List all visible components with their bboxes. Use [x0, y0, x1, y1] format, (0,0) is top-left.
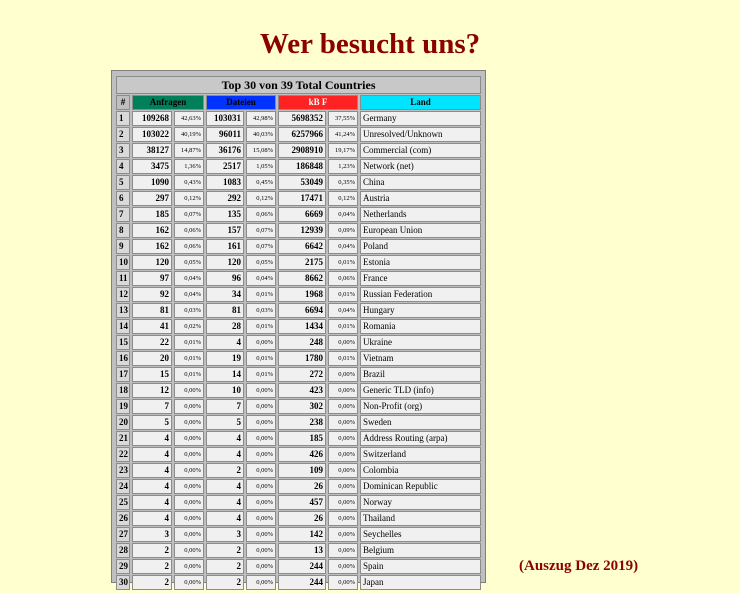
row-number: 27: [116, 527, 130, 542]
requests-value: 2: [132, 559, 172, 574]
kb-percent: 0,00%: [328, 511, 358, 526]
files-percent: 0,12%: [246, 191, 276, 206]
page-title: Wer besucht uns?: [259, 28, 481, 60]
row-number: 7: [116, 207, 130, 222]
kb-percent: 41,24%: [328, 127, 358, 142]
country-name: China: [360, 175, 481, 190]
table-row: [116, 335, 481, 350]
kb-value: 1968: [278, 287, 326, 302]
kb-value: 109: [278, 463, 326, 478]
row-number: 10: [116, 255, 130, 270]
kb-value: 244: [278, 575, 326, 590]
kb-value: 6642: [278, 239, 326, 254]
kb-value: 8662: [278, 271, 326, 286]
kb-percent: 1,23%: [328, 159, 358, 174]
country-name: Norway: [360, 495, 481, 510]
kb-percent: 0,00%: [328, 367, 358, 382]
kb-value: 2908910: [278, 143, 326, 158]
country-name: Romania: [360, 319, 481, 334]
kb-percent: 0,00%: [328, 559, 358, 574]
requests-value: 103022: [132, 127, 172, 142]
files-value: 81: [206, 303, 244, 318]
files-value: 292: [206, 191, 244, 206]
files-value: 5: [206, 415, 244, 430]
requests-percent: 14,87%: [174, 143, 204, 158]
table-row: [116, 255, 481, 270]
country-name: Switzerland: [360, 447, 481, 462]
kb-percent: 0,00%: [328, 447, 358, 462]
requests-percent: 0,00%: [174, 463, 204, 478]
kb-value: 302: [278, 399, 326, 414]
files-percent: 0,45%: [246, 175, 276, 190]
files-value: 4: [206, 479, 244, 494]
kb-percent: 0,01%: [328, 255, 358, 270]
files-percent: 0,00%: [246, 431, 276, 446]
requests-percent: 0,00%: [174, 575, 204, 590]
country-name: Austria: [360, 191, 481, 206]
country-name: Belgium: [360, 543, 481, 558]
kb-percent: 37,55%: [328, 111, 358, 126]
requests-percent: 0,01%: [174, 351, 204, 366]
table-row: [116, 447, 481, 462]
row-number: 11: [116, 271, 130, 286]
header-requests: Anfragen: [132, 95, 204, 110]
files-percent: 0,01%: [246, 319, 276, 334]
country-name: Brazil: [360, 367, 481, 382]
row-number: 9: [116, 239, 130, 254]
files-percent: 0,07%: [246, 223, 276, 238]
country-stats-table: [114, 75, 483, 591]
country-name: Japan: [360, 575, 481, 590]
requests-percent: 0,00%: [174, 399, 204, 414]
files-percent: 0,00%: [246, 479, 276, 494]
table-row: [116, 575, 481, 590]
table-row: [116, 543, 481, 558]
files-value: 96: [206, 271, 244, 286]
row-number: 19: [116, 399, 130, 414]
table-row: [116, 415, 481, 430]
table-row: [116, 303, 481, 318]
files-value: 34: [206, 287, 244, 302]
files-percent: 15,08%: [246, 143, 276, 158]
country-name: Hungary: [360, 303, 481, 318]
requests-percent: 0,00%: [174, 527, 204, 542]
table-header-row: [116, 95, 481, 110]
country-name: Commercial (com): [360, 143, 481, 158]
requests-percent: 0,00%: [174, 415, 204, 430]
files-percent: 42,98%: [246, 111, 276, 126]
files-value: 2: [206, 575, 244, 590]
table-row: [116, 463, 481, 478]
requests-value: 4: [132, 479, 172, 494]
kb-value: 248: [278, 335, 326, 350]
kb-percent: 0,00%: [328, 399, 358, 414]
country-stats-panel: [111, 70, 486, 587]
kb-percent: 0,04%: [328, 303, 358, 318]
files-percent: 0,01%: [246, 367, 276, 382]
requests-value: 15: [132, 367, 172, 382]
files-percent: 1,05%: [246, 159, 276, 174]
country-name: Germany: [360, 111, 481, 126]
country-name: Poland: [360, 239, 481, 254]
country-name: Non-Profit (org): [360, 399, 481, 414]
kb-percent: 0,00%: [328, 431, 358, 446]
table-row: [116, 351, 481, 366]
requests-percent: 42,63%: [174, 111, 204, 126]
row-number: 14: [116, 319, 130, 334]
country-name: Network (net): [360, 159, 481, 174]
files-value: 2: [206, 463, 244, 478]
header-country: Land: [360, 95, 481, 110]
files-percent: 0,03%: [246, 303, 276, 318]
excerpt-note: (Auszug Dez 2019): [519, 558, 639, 574]
requests-value: 12: [132, 383, 172, 398]
requests-value: 92: [132, 287, 172, 302]
requests-value: 4: [132, 447, 172, 462]
table-row: [116, 527, 481, 542]
table-caption-row: [116, 76, 481, 94]
kb-percent: 0,12%: [328, 191, 358, 206]
kb-value: 2175: [278, 255, 326, 270]
kb-value: 53049: [278, 175, 326, 190]
files-value: 96011: [206, 127, 244, 142]
requests-value: 4: [132, 463, 172, 478]
kb-percent: 0,00%: [328, 479, 358, 494]
row-number: 12: [116, 287, 130, 302]
row-number: 22: [116, 447, 130, 462]
files-value: 7: [206, 399, 244, 414]
requests-value: 120: [132, 255, 172, 270]
kb-percent: 0,00%: [328, 575, 358, 590]
files-percent: 0,00%: [246, 335, 276, 350]
requests-percent: 0,07%: [174, 207, 204, 222]
kb-percent: 0,00%: [328, 383, 358, 398]
files-value: 4: [206, 495, 244, 510]
country-name: Ukraine: [360, 335, 481, 350]
country-name: Sweden: [360, 415, 481, 430]
country-name: Netherlands: [360, 207, 481, 222]
row-number: 16: [116, 351, 130, 366]
kb-percent: 0,00%: [328, 527, 358, 542]
country-name: Colombia: [360, 463, 481, 478]
kb-percent: 0,00%: [328, 463, 358, 478]
row-number: 30: [116, 575, 130, 590]
kb-value: 457: [278, 495, 326, 510]
row-number: 29: [116, 559, 130, 574]
files-value: 10: [206, 383, 244, 398]
kb-percent: 0,01%: [328, 287, 358, 302]
table-row: [116, 207, 481, 222]
table-row: [116, 367, 481, 382]
files-value: 4: [206, 447, 244, 462]
requests-value: 5: [132, 415, 172, 430]
files-percent: 0,00%: [246, 527, 276, 542]
kb-percent: 0,00%: [328, 335, 358, 350]
requests-value: 4: [132, 511, 172, 526]
requests-value: 162: [132, 223, 172, 238]
table-row: [116, 479, 481, 494]
kb-value: 244: [278, 559, 326, 574]
files-percent: 0,00%: [246, 383, 276, 398]
kb-percent: 0,00%: [328, 495, 358, 510]
country-name: Unresolved/Unknown: [360, 127, 481, 142]
requests-value: 109268: [132, 111, 172, 126]
kb-value: 6694: [278, 303, 326, 318]
header-files: Dateien: [206, 95, 276, 110]
files-value: 3: [206, 527, 244, 542]
country-name: European Union: [360, 223, 481, 238]
row-number: 8: [116, 223, 130, 238]
country-name: Dominican Republic: [360, 479, 481, 494]
kb-value: 26: [278, 479, 326, 494]
kb-percent: 0,00%: [328, 415, 358, 430]
country-name: Vietnam: [360, 351, 481, 366]
files-percent: 0,06%: [246, 207, 276, 222]
requests-percent: 0,00%: [174, 383, 204, 398]
requests-percent: 0,06%: [174, 223, 204, 238]
table-row: [116, 399, 481, 414]
table-row: [116, 287, 481, 302]
row-number: 28: [116, 543, 130, 558]
requests-percent: 0,00%: [174, 511, 204, 526]
files-percent: 0,01%: [246, 351, 276, 366]
row-number: 18: [116, 383, 130, 398]
country-name: Generic TLD (info): [360, 383, 481, 398]
table-row: [116, 223, 481, 238]
requests-value: 22: [132, 335, 172, 350]
row-number: 23: [116, 463, 130, 478]
requests-value: 4: [132, 495, 172, 510]
header-kb: kB F: [278, 95, 358, 110]
requests-value: 41: [132, 319, 172, 334]
kb-value: 17471: [278, 191, 326, 206]
kb-value: 5698352: [278, 111, 326, 126]
row-number: 17: [116, 367, 130, 382]
requests-value: 81: [132, 303, 172, 318]
table-row: [116, 159, 481, 174]
files-value: 36176: [206, 143, 244, 158]
files-percent: 0,00%: [246, 495, 276, 510]
kb-value: 238: [278, 415, 326, 430]
files-value: 2: [206, 559, 244, 574]
table-row: [116, 127, 481, 142]
table-row: [116, 431, 481, 446]
requests-value: 162: [132, 239, 172, 254]
files-value: 103031: [206, 111, 244, 126]
kb-value: 6669: [278, 207, 326, 222]
table-row: [116, 383, 481, 398]
requests-value: 97: [132, 271, 172, 286]
kb-value: 1780: [278, 351, 326, 366]
requests-value: 2: [132, 543, 172, 558]
files-value: 161: [206, 239, 244, 254]
table-row: [116, 239, 481, 254]
requests-percent: 0,00%: [174, 447, 204, 462]
row-number: 21: [116, 431, 130, 446]
country-name: Thailand: [360, 511, 481, 526]
files-percent: 40,03%: [246, 127, 276, 142]
kb-value: 426: [278, 447, 326, 462]
table-row: [116, 495, 481, 510]
table-row: [116, 175, 481, 190]
country-name: Russian Federation: [360, 287, 481, 302]
table-row: [116, 191, 481, 206]
requests-percent: 40,19%: [174, 127, 204, 142]
requests-percent: 0,01%: [174, 367, 204, 382]
requests-percent: 0,00%: [174, 559, 204, 574]
requests-percent: 0,12%: [174, 191, 204, 206]
files-percent: 0,00%: [246, 543, 276, 558]
kb-percent: 0,01%: [328, 319, 358, 334]
row-number: 20: [116, 415, 130, 430]
kb-value: 1434: [278, 319, 326, 334]
row-number: 4: [116, 159, 130, 174]
files-percent: 0,00%: [246, 511, 276, 526]
country-name: France: [360, 271, 481, 286]
kb-percent: 0,01%: [328, 351, 358, 366]
files-value: 19: [206, 351, 244, 366]
table-row: [116, 271, 481, 286]
files-value: 1083: [206, 175, 244, 190]
files-percent: 0,04%: [246, 271, 276, 286]
requests-percent: 0,43%: [174, 175, 204, 190]
files-value: 28: [206, 319, 244, 334]
kb-value: 26: [278, 511, 326, 526]
requests-value: 20: [132, 351, 172, 366]
requests-percent: 0,00%: [174, 543, 204, 558]
requests-percent: 0,01%: [174, 335, 204, 350]
files-value: 120: [206, 255, 244, 270]
kb-value: 142: [278, 527, 326, 542]
row-number: 26: [116, 511, 130, 526]
requests-value: 3: [132, 527, 172, 542]
kb-percent: 0,04%: [328, 207, 358, 222]
requests-value: 297: [132, 191, 172, 206]
files-percent: 0,05%: [246, 255, 276, 270]
requests-percent: 0,00%: [174, 431, 204, 446]
kb-percent: 19,17%: [328, 143, 358, 158]
files-percent: 0,00%: [246, 415, 276, 430]
table-row: [116, 559, 481, 574]
table-row: [116, 111, 481, 126]
files-value: 2: [206, 543, 244, 558]
kb-value: 186848: [278, 159, 326, 174]
kb-value: 423: [278, 383, 326, 398]
files-value: 135: [206, 207, 244, 222]
files-value: 157: [206, 223, 244, 238]
requests-percent: 0,02%: [174, 319, 204, 334]
requests-percent: 0,03%: [174, 303, 204, 318]
country-name: Estonia: [360, 255, 481, 270]
files-value: 4: [206, 335, 244, 350]
row-number: 25: [116, 495, 130, 510]
files-percent: 0,00%: [246, 575, 276, 590]
requests-value: 38127: [132, 143, 172, 158]
row-number: 3: [116, 143, 130, 158]
kb-percent: 0,06%: [328, 271, 358, 286]
files-value: 4: [206, 431, 244, 446]
kb-value: 6257966: [278, 127, 326, 142]
files-percent: 0,00%: [246, 447, 276, 462]
requests-value: 7: [132, 399, 172, 414]
requests-value: 1090: [132, 175, 172, 190]
requests-percent: 0,04%: [174, 287, 204, 302]
row-number: 6: [116, 191, 130, 206]
files-percent: 0,00%: [246, 463, 276, 478]
requests-percent: 1,36%: [174, 159, 204, 174]
kb-percent: 0,09%: [328, 223, 358, 238]
row-number: 15: [116, 335, 130, 350]
row-number: 24: [116, 479, 130, 494]
requests-value: 185: [132, 207, 172, 222]
files-value: 4: [206, 511, 244, 526]
country-name: Seychelles: [360, 527, 481, 542]
row-number: 1: [116, 111, 130, 126]
files-percent: 0,00%: [246, 399, 276, 414]
table-row: [116, 511, 481, 526]
requests-percent: 0,00%: [174, 479, 204, 494]
kb-percent: 0,04%: [328, 239, 358, 254]
table-body: [116, 111, 481, 590]
requests-percent: 0,06%: [174, 239, 204, 254]
requests-value: 3475: [132, 159, 172, 174]
files-percent: 0,00%: [246, 559, 276, 574]
files-percent: 0,01%: [246, 287, 276, 302]
table-row: [116, 143, 481, 158]
row-number: 13: [116, 303, 130, 318]
row-number: 5: [116, 175, 130, 190]
country-name: Spain: [360, 559, 481, 574]
kb-value: 12939: [278, 223, 326, 238]
country-name: Address Routing (arpa): [360, 431, 481, 446]
table-row: [116, 319, 481, 334]
requests-value: 2: [132, 575, 172, 590]
files-value: 14: [206, 367, 244, 382]
files-value: 2517: [206, 159, 244, 174]
kb-value: 13: [278, 543, 326, 558]
requests-percent: 0,05%: [174, 255, 204, 270]
header-number: #: [116, 95, 130, 110]
row-number: 2: [116, 127, 130, 142]
kb-value: 185: [278, 431, 326, 446]
requests-percent: 0,00%: [174, 495, 204, 510]
files-percent: 0,07%: [246, 239, 276, 254]
table-caption: Top 30 von 39 Total Countries: [116, 76, 481, 94]
kb-percent: 0,35%: [328, 175, 358, 190]
kb-value: 272: [278, 367, 326, 382]
requests-percent: 0,04%: [174, 271, 204, 286]
requests-value: 4: [132, 431, 172, 446]
kb-percent: 0,00%: [328, 543, 358, 558]
